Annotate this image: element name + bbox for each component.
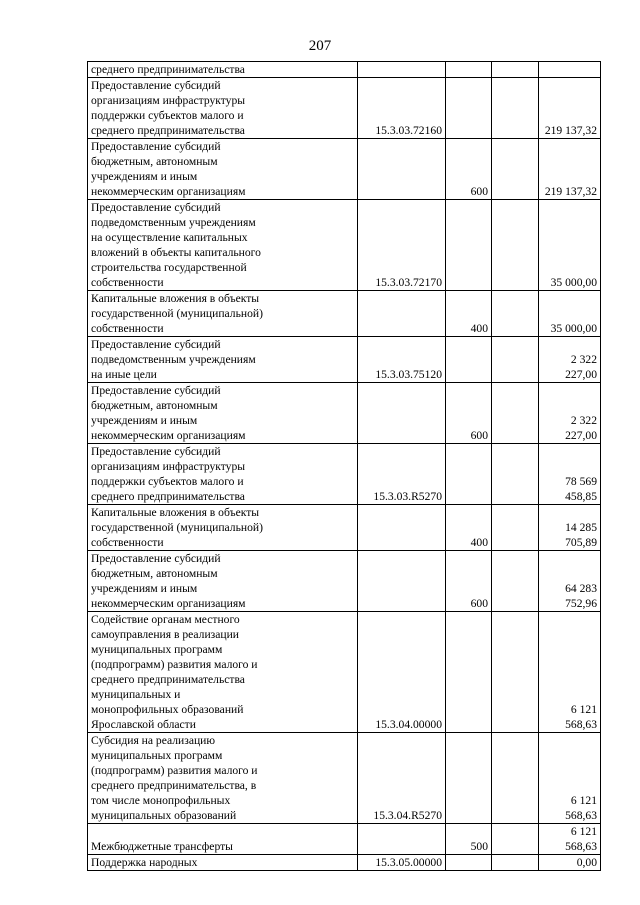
row-empty-cell (492, 78, 539, 139)
row-empty-cell (492, 200, 539, 291)
table-row (88, 505, 601, 551)
row-code-cell (358, 291, 446, 337)
row-code-cell: 15.3.03.72170 (358, 200, 446, 291)
row-name-cell: Межбюджетные трансферты (88, 824, 358, 855)
row-type-cell (446, 733, 492, 824)
row-sum-cell (539, 62, 601, 78)
row-sum-cell: 219 137,32 (539, 78, 601, 139)
row-name-cell: среднего предпринимательства (88, 62, 358, 78)
row-sum-cell: 6 121 568,63 (539, 612, 601, 733)
row-name-cell: Субсидия на реализацию муниципальных программ (подпрограмм) развития малого и среднего предпринимательства, в том числе монопрофильных муниципальных образований (88, 733, 358, 824)
row-name-cell: Содействие органам местного самоуправления в реализации муниципальных программ (подпрограмм) развития малого и среднего предпринимательства муниципальных и монопрофильных образований Ярославской области (88, 612, 358, 733)
row-sum-cell: 14 285 705,89 (539, 505, 601, 551)
row-empty-cell (492, 855, 539, 871)
row-type-cell: 400 (446, 291, 492, 337)
table-row (88, 444, 601, 505)
budget-table-body (88, 62, 601, 871)
row-empty-cell (492, 337, 539, 383)
row-sum-cell: 64 283 752,96 (539, 551, 601, 612)
row-code-cell: 15.3.03.R5270 (358, 444, 446, 505)
table-row (88, 62, 601, 78)
row-sum-cell: 6 121 568,63 (539, 733, 601, 824)
row-code-cell (358, 62, 446, 78)
table-row (88, 78, 601, 139)
row-code-cell (358, 551, 446, 612)
row-empty-cell (492, 733, 539, 824)
row-empty-cell (492, 551, 539, 612)
row-name-cell: Предоставление субсидий подведомственным учреждениям на иные цели (88, 337, 358, 383)
row-code-cell: 15.3.04.R5270 (358, 733, 446, 824)
table-row (88, 551, 601, 612)
row-sum-cell: 2 322 227,00 (539, 383, 601, 444)
row-sum-cell: 35 000,00 (539, 291, 601, 337)
row-code-cell: 15.3.05.00000 (358, 855, 446, 871)
row-name-cell: Предоставление субсидий организациям инфраструктуры поддержки субъектов малого и среднего предпринимательства (88, 444, 358, 505)
row-type-cell (446, 612, 492, 733)
row-name-cell: Поддержка народных (88, 855, 358, 871)
row-type-cell (446, 337, 492, 383)
row-type-cell: 600 (446, 139, 492, 200)
row-name-cell: Предоставление субсидий бюджетным, автономным учреждениям и иным некоммерческим организациям (88, 551, 358, 612)
row-type-cell: 500 (446, 824, 492, 855)
row-sum-cell: 78 569 458,85 (539, 444, 601, 505)
row-sum-cell: 0,00 (539, 855, 601, 871)
row-code-cell: 15.3.04.00000 (358, 612, 446, 733)
row-type-cell: 600 (446, 383, 492, 444)
row-empty-cell (492, 612, 539, 733)
row-code-cell: 15.3.03.72160 (358, 78, 446, 139)
row-type-cell (446, 855, 492, 871)
row-empty-cell (492, 444, 539, 505)
table-row (88, 200, 601, 291)
row-sum-cell: 2 322 227,00 (539, 337, 601, 383)
row-sum-cell: 6 121 568,63 (539, 824, 601, 855)
table-row (88, 733, 601, 824)
row-empty-cell (492, 505, 539, 551)
row-name-cell: Предоставление субсидий подведомственным учреждениям на осуществление капитальных вложений в объекты капитального строительства государственной собственности (88, 200, 358, 291)
budget-table (87, 61, 601, 871)
table-row (88, 612, 601, 733)
row-code-cell: 15.3.03.75120 (358, 337, 446, 383)
row-name-cell: Капитальные вложения в объекты государственной (муниципальной) собственности (88, 505, 358, 551)
table-row (88, 337, 601, 383)
row-code-cell (358, 383, 446, 444)
row-type-cell (446, 62, 492, 78)
row-empty-cell (492, 824, 539, 855)
row-empty-cell (492, 383, 539, 444)
table-row (88, 383, 601, 444)
row-code-cell (358, 139, 446, 200)
row-name-cell: Предоставление субсидий бюджетным, автономным учреждениям и иным некоммерческим организациям (88, 139, 358, 200)
row-sum-cell: 35 000,00 (539, 200, 601, 291)
row-type-cell (446, 444, 492, 505)
row-name-cell: Предоставление субсидий бюджетным, автономным учреждениям и иным некоммерческим организациям (88, 383, 358, 444)
table-row (88, 824, 601, 855)
row-code-cell (358, 824, 446, 855)
row-empty-cell (492, 139, 539, 200)
row-type-cell (446, 78, 492, 139)
page-number: 207 (308, 38, 332, 54)
row-type-cell (446, 200, 492, 291)
row-name-cell: Предоставление субсидий организациям инфраструктуры поддержки субъектов малого и среднего предпринимательства (88, 78, 358, 139)
table-row (88, 291, 601, 337)
row-name-cell: Капитальные вложения в объекты государственной (муниципальной) собственности (88, 291, 358, 337)
row-code-cell (358, 505, 446, 551)
table-row (88, 855, 601, 871)
table-row (88, 139, 601, 200)
row-type-cell: 400 (446, 505, 492, 551)
row-empty-cell (492, 291, 539, 337)
row-empty-cell (492, 62, 539, 78)
row-type-cell: 600 (446, 551, 492, 612)
row-sum-cell: 219 137,32 (539, 139, 601, 200)
